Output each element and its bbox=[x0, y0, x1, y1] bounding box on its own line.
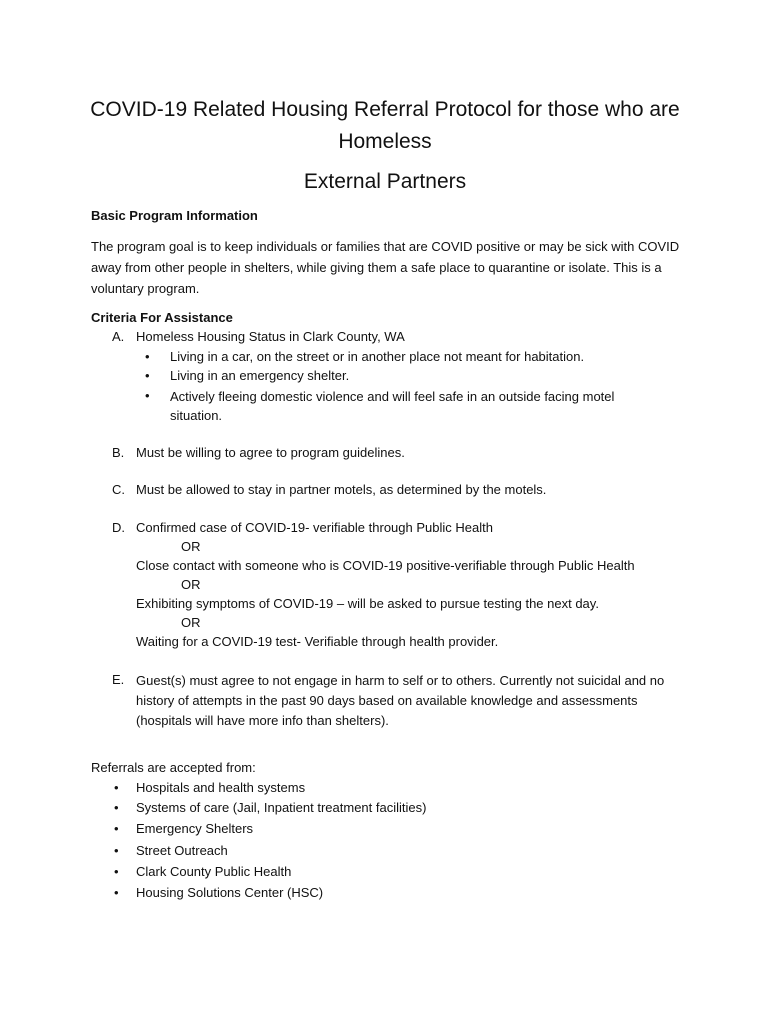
criteria-a-bullet: Living in a car, on the street or in another place not meant for habitation. bbox=[170, 349, 585, 364]
bullet-icon: • bbox=[114, 843, 119, 858]
criteria-b-text: Must be willing to agree to program guidelines. bbox=[136, 445, 405, 460]
document-subtitle: External Partners bbox=[303, 170, 467, 193]
bullet-icon: • bbox=[114, 780, 119, 795]
bullet-icon: • bbox=[145, 388, 150, 403]
document-title: COVID-19 Related Housing Referral Protocol for those who are Homeless bbox=[90, 98, 680, 153]
criteria-heading: Criteria For Assistance bbox=[91, 310, 233, 325]
criteria-d-or: OR bbox=[181, 615, 201, 630]
referral-item: Hospitals and health systems bbox=[136, 780, 306, 795]
criteria-d-or: OR bbox=[181, 577, 201, 592]
criteria-d-line: Exhibiting symptoms of COVID-19 – will be asked to pursue testing the next day. bbox=[136, 596, 599, 611]
criteria-c-text: Must be allowed to stay in partner motels, as determined by the motels. bbox=[136, 482, 547, 497]
referral-item: Systems of care (Jail, Inpatient treatment facilities) bbox=[136, 800, 427, 815]
bullet-icon: • bbox=[114, 885, 119, 900]
criteria-d-or: OR bbox=[181, 539, 201, 554]
bullet-icon: • bbox=[114, 800, 119, 815]
criteria-a-bullet: Actively fleeing domestic violence and will feel safe in an outside facing motel situation. bbox=[170, 389, 615, 423]
bullet-icon: • bbox=[145, 349, 150, 364]
criteria-d-line: Confirmed case of COVID-19- verifiable through Public Health bbox=[136, 520, 493, 535]
basic-info-heading: Basic Program Information bbox=[91, 208, 258, 223]
criteria-a-marker: A. bbox=[112, 329, 125, 344]
criteria-c-marker: C. bbox=[112, 482, 125, 497]
criteria-b-marker: B. bbox=[112, 445, 125, 460]
referral-item: Clark County Public Health bbox=[136, 864, 292, 879]
bullet-icon: • bbox=[114, 821, 119, 836]
criteria-e-text: Guest(s) must agree to not engage in harm to self or to others. Currently not suicidal and no history of attempts in the past 90 days based on available knowledge and assessments (hospitals will have more info than shelters). bbox=[136, 673, 665, 728]
criteria-e-marker: E. bbox=[112, 672, 125, 687]
criteria-d-line: Close contact with someone who is COVID-19 positive-verifiable through Public Health bbox=[136, 558, 635, 573]
referral-item: Housing Solutions Center (HSC) bbox=[136, 885, 324, 900]
criteria-d-marker: D. bbox=[112, 520, 125, 535]
criteria-a-text: Homeless Housing Status in Clark County, WA bbox=[136, 329, 405, 344]
basic-info-paragraph: The program goal is to keep individuals or families that are COVID positive or may be sick with COVID away from other people in shelters, while giving them a safe place to quarantine or isolate. This is a voluntary program. bbox=[91, 239, 680, 296]
bullet-icon: • bbox=[114, 864, 119, 879]
referral-item: Street Outreach bbox=[136, 843, 228, 858]
referral-item: Emergency Shelters bbox=[136, 821, 254, 836]
criteria-a-bullet: Living in an emergency shelter. bbox=[170, 368, 350, 383]
criteria-d-line: Waiting for a COVID-19 test- Verifiable through health provider. bbox=[136, 634, 499, 649]
referrals-heading: Referrals are accepted from: bbox=[91, 760, 256, 775]
bullet-icon: • bbox=[145, 368, 150, 383]
